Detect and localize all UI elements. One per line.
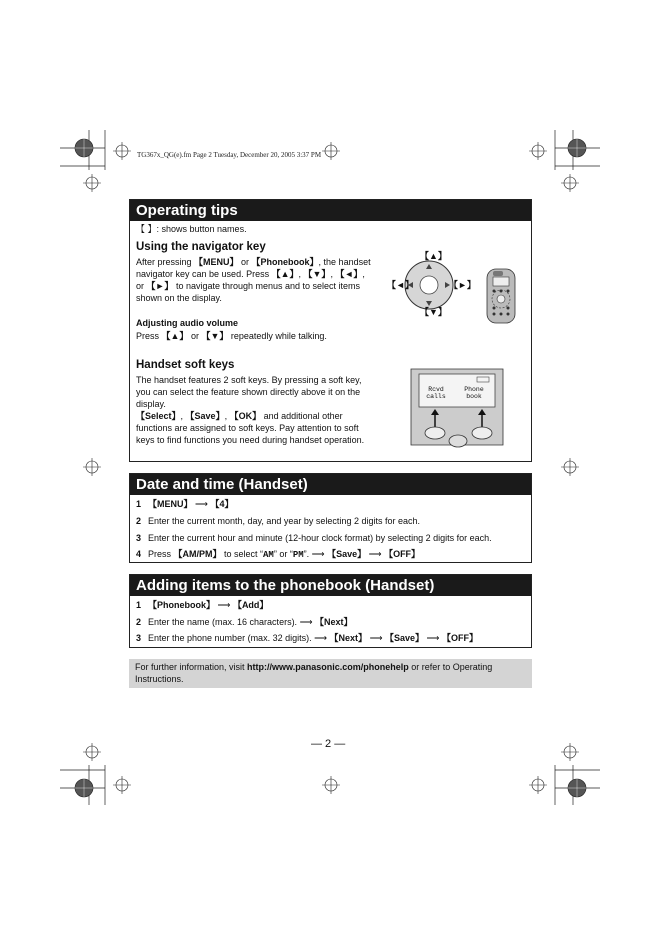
arrow-icon: ⟶	[299, 617, 313, 627]
arrow-icon: ⟶	[368, 549, 382, 559]
diagram-up-label: 【▲】	[420, 251, 447, 261]
softkeys-text	[136, 374, 370, 446]
softkeys-heading: Handset soft keys	[136, 359, 235, 371]
select-key: 【Select】	[136, 411, 181, 421]
nav-sep-2: ,	[330, 269, 336, 279]
softkeys-text-2: and additional other functions are assigned to soft keys. Pay attention to soft keys to find functions you need during handset operation.	[136, 411, 365, 445]
vol-up-key: 【▲】	[161, 331, 189, 341]
navigator-text	[136, 256, 372, 304]
left-key: 【◄】	[335, 269, 363, 279]
footer-text-2: or refer to Operating Instructions.	[135, 662, 493, 684]
operating-tips-title: Operating tips	[130, 200, 531, 221]
right-key: 【►】	[146, 281, 174, 291]
vol-text-1: Press	[136, 331, 162, 341]
phonebook-title: Adding items to the phonebook (Handset)	[130, 575, 531, 596]
date-time-title: Date and time (Handset)	[130, 474, 531, 495]
diagram-left-label: 【◄】	[387, 280, 414, 290]
arrow-icon: ⟶	[311, 549, 325, 559]
off-key: 【OFF】	[441, 633, 478, 643]
phonebook-step-1	[136, 599, 268, 611]
right-soft-label-2: book	[466, 393, 482, 400]
arrow-icon: ⟶	[217, 600, 231, 610]
up-key: 【▲】	[271, 269, 299, 279]
date-step-1	[136, 498, 233, 510]
step-number: 2	[136, 617, 142, 627]
date-time-section	[129, 473, 532, 563]
step-number: 2	[136, 516, 142, 526]
nav-sep-3: , or	[136, 269, 365, 291]
step-text: ”.	[303, 549, 310, 559]
left-soft-label-2: calls	[426, 393, 446, 400]
off-key: 【OFF】	[384, 549, 421, 559]
am-pm-key: 【AM/PM】	[173, 549, 222, 559]
arrow-icon: ⟶	[369, 633, 383, 643]
softkeys-comma-2: ,	[224, 411, 230, 421]
soft-key-left-label	[423, 386, 449, 400]
step-number: 1	[136, 600, 142, 610]
step-text: to select “	[221, 549, 264, 559]
menu-key: 【MENU】	[148, 499, 193, 509]
menu-key: 【MENU】	[194, 257, 239, 267]
save-key: 【Save】	[327, 549, 367, 559]
vol-text-3: repeatedly while talking.	[228, 331, 327, 341]
step-text: Enter the phone number (max. 32 digits).	[148, 633, 312, 643]
left-soft-label-1: Rcvd	[428, 386, 444, 393]
diagram-right-label: 【►】	[449, 280, 476, 290]
nav-sep-1: ,	[298, 269, 304, 279]
four-key: 【4】	[210, 499, 234, 509]
page-number: — 2 —	[311, 738, 346, 750]
date-step-3	[136, 532, 492, 544]
step-number: 3	[136, 533, 142, 543]
date-step-4	[136, 548, 420, 561]
arrow-icon: ⟶	[314, 633, 328, 643]
ok-key: 【OK】	[229, 411, 262, 421]
right-soft-label-1: Phone	[464, 386, 484, 393]
vol-down-key: 【▼】	[201, 331, 229, 341]
step-number: 3	[136, 633, 142, 643]
nav-text-4: to navigate through menus and to select items shown on the display.	[136, 281, 361, 303]
nav-text-3: , the handset navigator key can be used. Press	[136, 257, 371, 279]
phonebook-section	[129, 574, 532, 648]
legend-line	[136, 223, 386, 235]
operating-tips-section	[129, 199, 532, 462]
step-number: 1	[136, 499, 142, 509]
file-slug: TG367x_QG(e).fm Page 2 Tuesday, December 20, 2005 3:37 PM	[137, 151, 322, 159]
save-key: 【Save】	[185, 411, 225, 421]
next-key: 【Next】	[329, 633, 368, 643]
step-text: Enter the name (max. 16 characters).	[148, 617, 298, 627]
phonehelp-link[interactable]: http://www.panasonic.com/phonehelp	[247, 662, 409, 672]
step-number: 4	[136, 549, 142, 559]
nav-text-1: After pressing	[136, 257, 195, 267]
step-text: Enter the current month, day, and year by selecting 2 digits for each.	[148, 516, 420, 526]
phonebook-key: 【Phonebook】	[148, 600, 215, 610]
save-key: 【Save】	[384, 633, 425, 643]
soft-key-diagram	[409, 369, 505, 449]
diagram-down-label: 【▼】	[420, 307, 447, 317]
next-key: 【Next】	[315, 617, 353, 627]
phonebook-step-3	[136, 632, 478, 644]
softkeys-text-1: The handset features 2 soft keys. By pressing a soft key, you can select the feature shown directly above it on the display.	[136, 375, 362, 409]
vol-text-2: or	[188, 331, 202, 341]
softkeys-comma-1: ,	[180, 411, 186, 421]
step-text: ” or “	[273, 549, 293, 559]
step-text: Enter the current hour and minute (12-hour clock format) by selecting 2 digits for each.	[148, 533, 492, 543]
add-key: 【Add】	[232, 600, 269, 610]
legend-text: : shows button names.	[156, 224, 247, 234]
volume-text	[136, 330, 372, 342]
phonebook-step-2	[136, 616, 353, 628]
am-display: AM	[263, 550, 274, 560]
soft-key-right-label	[461, 386, 487, 400]
arrow-icon: ⟶	[195, 499, 208, 509]
navigator-heading: Using the navigator key	[136, 241, 266, 253]
further-info-box	[129, 659, 532, 688]
pm-display: PM	[292, 550, 304, 560]
date-step-2	[136, 515, 420, 527]
arrow-icon: ⟶	[426, 633, 440, 643]
footer-text-1: For further information, visit	[135, 662, 248, 672]
volume-heading: Adjusting audio volume	[136, 318, 239, 328]
nav-text-2: or	[238, 257, 252, 267]
step-text: Press	[148, 549, 174, 559]
phonebook-key: 【Phonebook】	[251, 257, 319, 267]
down-key: 【▼】	[303, 269, 331, 279]
legend-bracket: 【 】	[136, 224, 157, 234]
